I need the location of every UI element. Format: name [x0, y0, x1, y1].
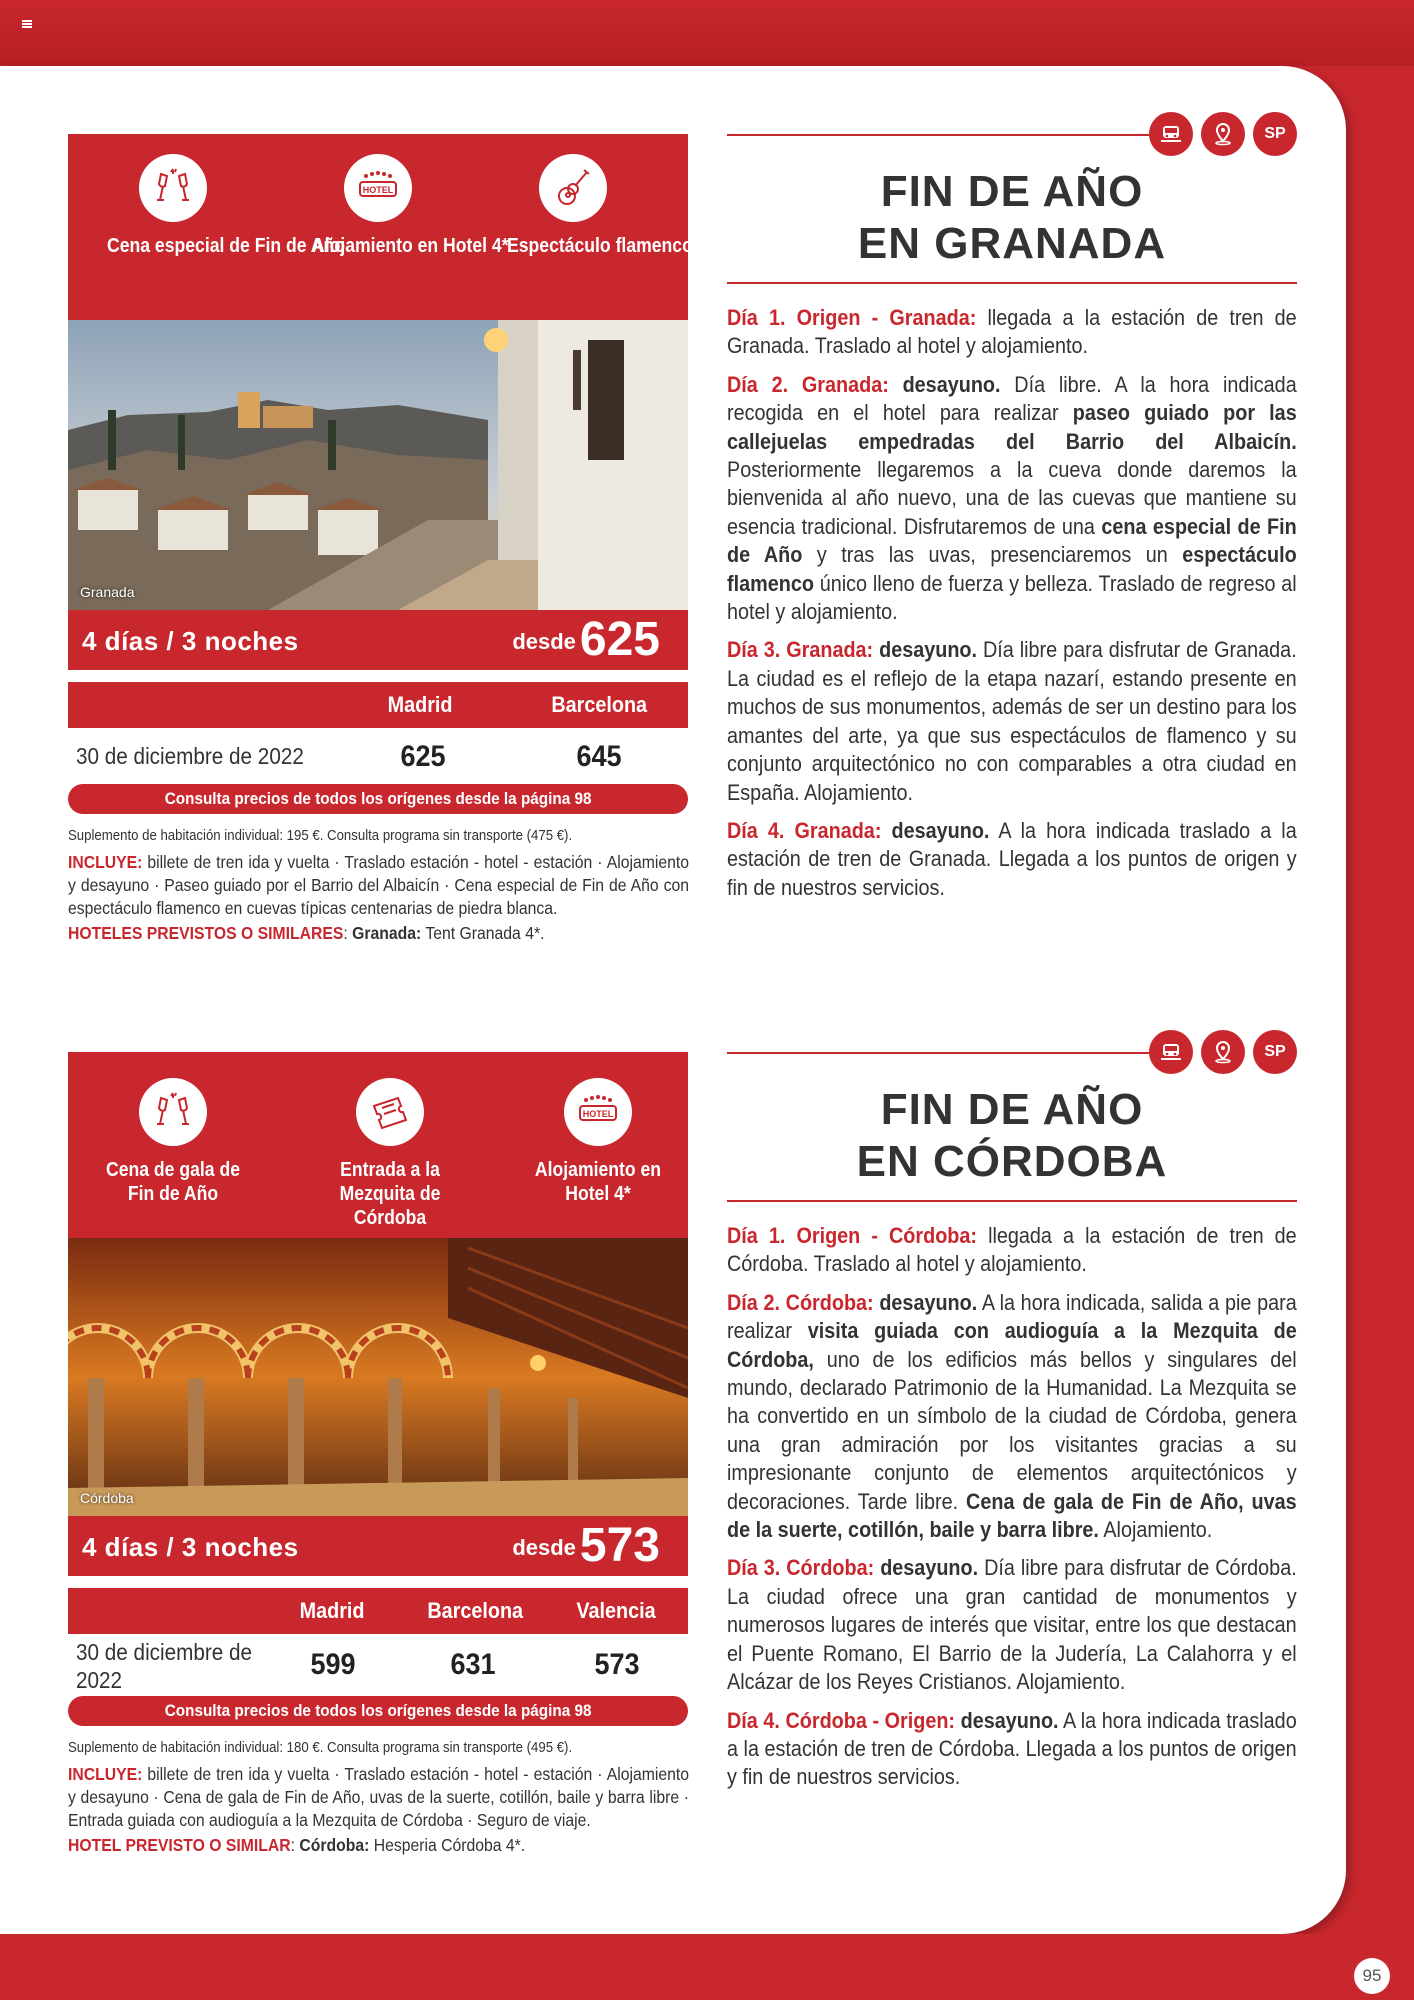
trip-itinerary	[727, 106, 1297, 912]
trip-title: FIN DE AÑO EN GRANADA	[857, 167, 1167, 268]
feature-item	[290, 1078, 490, 1230]
feature-label: Cena especial de Fin de Año	[107, 235, 345, 257]
price-cell: 631	[450, 1648, 496, 1681]
departure-date: 30 de diciembre de 2022	[76, 743, 304, 769]
photo-caption: Granada	[80, 584, 135, 600]
duration: 4 días / 3 noches	[82, 1532, 299, 1562]
incluye: INCLUYE: billete de tren ida y vuelta · Traslado estación - hotel - estación · Alojamiento y desayuno · Cena de gala de Fin de Año, uvas de la suerte, cotillón, baile y barra libre · Entrada guiada con audioguía a la Mezquita de Córdoba · Seguro de viaje.	[68, 1764, 689, 1830]
svg-text:HOTEL: HOTEL	[362, 185, 394, 195]
price: 573	[579, 1519, 660, 1572]
price-cell: 625	[400, 740, 446, 773]
itinerary	[727, 1222, 1297, 1792]
top-bar	[0, 0, 1414, 66]
itinerary-day: Día 3. Granada: desayuno. Día libre para disfrutar de Granada. La ciudad es el reflejo de la etapa nazarí, estando presente en muchos de sus monumentos, además de ser un destino para los amantes del arte, ya que sus espectáculos de flamenco y su conjunto arquitectónico no con comparables a otra ciudad en España. Alojamiento.	[727, 637, 1297, 805]
price: 625	[579, 613, 660, 666]
trip-title: FIN DE AÑO EN CÓRDOBA	[856, 1085, 1168, 1186]
origin-header: Barcelona	[551, 692, 648, 717]
price-table-row	[68, 1634, 688, 1696]
menu-icon[interactable]	[22, 20, 32, 28]
itinerary-day: Día 2. Granada: desayuno. Día libre. A la hora indicada recogida en el hotel para realizar paseo guiado por las callejuelas empedradas del Barrio del Albaicín. Posteriormente llegaremos a la cueva donde daremos la bienvenida al año nuevo, una de las cuevas que mantiene su esencia tradicional. Disfrutaremos de una cena especial de Fin de Año y tras las uvas, presenciaremos un espectáculo flamenco único lleno de fuerza y belleza. Traslado de regreso al hotel y alojamiento.	[727, 371, 1297, 625]
itinerary-day: Día 1. Origen - Córdoba: llegada a la estación de tren de Córdoba. Traslado al hotel y alojamiento.	[727, 1223, 1297, 1277]
feature-item	[98, 154, 345, 258]
feature-item	[518, 1078, 678, 1206]
feature-label: Alojamiento en Hotel 4*	[534, 1159, 662, 1205]
sp-badge: SP	[1253, 112, 1297, 156]
granada-photo	[68, 320, 688, 610]
price-cell: 573	[594, 1648, 640, 1681]
bottom-bar	[0, 1934, 1414, 2000]
feature-label: Alojamiento en Hotel 4*	[312, 235, 509, 257]
ticket-icon	[356, 1078, 424, 1146]
itinerary	[727, 304, 1297, 902]
feature-band	[68, 1052, 688, 1238]
price-table-header	[68, 682, 688, 728]
feature-label: Cena de gala de Fin de Año	[105, 1159, 241, 1205]
location-icon	[1201, 1030, 1245, 1074]
itinerary-day: Día 1. Origen - Granada: llegada a la estación de tren de Granada. Traslado al hotel y alojamiento.	[727, 305, 1297, 359]
itinerary-day: Día 4. Córdoba - Origen: desayuno. A la hora indicada traslado a la estación de tren de Córdoba. Llegada a los puntos de origen y fin de nuestros servicios.	[727, 1707, 1297, 1790]
departure-date: 30 de diciembre de 2022	[76, 1639, 253, 1693]
champagne-icon	[139, 154, 207, 222]
page-number: 95	[1354, 1958, 1390, 1994]
feature-label: Espectáculo flamenco	[507, 235, 693, 257]
conditions	[68, 1736, 688, 1857]
price-table-row	[68, 728, 688, 784]
feature-band	[68, 134, 693, 320]
cordoba-photo	[68, 1238, 688, 1516]
duration-bar	[68, 610, 688, 670]
duration: 4 días / 3 noches	[82, 626, 299, 656]
origin-header: Barcelona	[427, 1598, 524, 1623]
suplemento: Suplemento de habitación individual: 195 €. Consulta programa sin transporte (475 €).	[68, 827, 573, 844]
trip-summary	[68, 134, 693, 945]
price-table	[68, 1588, 688, 1726]
hotel-icon	[344, 154, 412, 222]
desde-label: desde	[512, 629, 576, 654]
itinerary-day: Día 2. Córdoba: desayuno. A la hora indicada, salida a pie para realizar visita guiada con audioguía a la Mezquita de Córdoba, uno de los edificios más bellos y singulares del mundo, declarado Patrimonio de la Humanidad. La Mezquita se ha convertido en un símbolo de la ciudad de Córdoba, genera una gran admiración por los visitantes gracias a su impresionante conjunto de elementos arquitectónicos y decoraciones. Tarde libre. Cena de gala de Fin de Año, uvas de la suerte, cotillón, baile y barra libre. Alojamiento.	[727, 1289, 1297, 1543]
itinerary-day: Día 4. Granada: desayuno. A la hora indicada traslado a la estación de tren de Granada. Llegada a los puntos de origen y fin de nuestros servicios.	[727, 817, 1297, 900]
origin-header: Madrid	[387, 692, 453, 717]
feature-item	[303, 154, 509, 258]
badge-line	[727, 1024, 1297, 1080]
suplemento: Suplemento de habitación individual: 180 €. Consulta programa sin transporte (495 €).	[68, 1739, 573, 1756]
duration-bar	[68, 1516, 688, 1576]
train-icon	[1149, 112, 1193, 156]
svg-text:HOTEL: HOTEL	[582, 1109, 614, 1119]
feature-item	[88, 1078, 258, 1206]
itinerary-day: Día 3. Córdoba: desayuno. Día libre para disfrutar de Córdoba. La ciudad ofrece una gran cantidad de monumentos y numerosos lugares de interés que visitar, entre los que destacan el Puente Romano, El Barrio de la Judería, La Calahorra y el Alcázar de los Reyes Cristianos. Alojamiento.	[727, 1555, 1297, 1695]
price-table-header	[68, 1588, 688, 1634]
champagne-icon	[139, 1078, 207, 1146]
hotels: HOTEL PREVISTO O SIMILAR: Córdoba: Hesperia Córdoba 4*.	[68, 1835, 526, 1855]
trip-itinerary	[727, 1024, 1297, 1802]
trip-summary	[68, 1052, 688, 1857]
price-from	[512, 614, 660, 666]
consulta-link[interactable]: Consulta precios de todos los orígenes desde la página 98	[68, 784, 688, 814]
price-from	[512, 1520, 660, 1572]
sp-badge: SP	[1253, 1030, 1297, 1074]
badge-line	[727, 106, 1297, 162]
location-icon	[1201, 112, 1245, 156]
hotel-icon	[564, 1078, 632, 1146]
desde-label: desde	[512, 1535, 576, 1560]
incluye: INCLUYE: billete de tren ida y vuelta · Traslado estación - hotel - estación · Alojamiento y desayuno · Paseo guiado por el Barrio del Albaicín · Cena especial de Fin de Año con espectáculo flamenco en cuevas típicas centenarias de piedra blanca.	[68, 852, 689, 918]
hotels: HOTELES PREVISTOS O SIMILARES: Granada: Tent Granada 4*.	[68, 923, 545, 943]
feature-label: Entrada a la Mezquita de Córdoba	[339, 1159, 441, 1229]
train-icon	[1149, 1030, 1193, 1074]
consulta-link[interactable]: Consulta precios de todos los orígenes desde la página 98	[68, 1696, 688, 1726]
origin-header: Madrid	[299, 1598, 365, 1623]
photo-caption: Córdoba	[80, 1490, 134, 1506]
price-table	[68, 682, 688, 814]
guitar-icon	[539, 154, 607, 222]
price-cell: 645	[576, 740, 622, 773]
origin-header: Valencia	[576, 1598, 656, 1623]
conditions	[68, 824, 688, 945]
price-cell: 599	[310, 1648, 356, 1681]
feature-item	[498, 154, 693, 258]
